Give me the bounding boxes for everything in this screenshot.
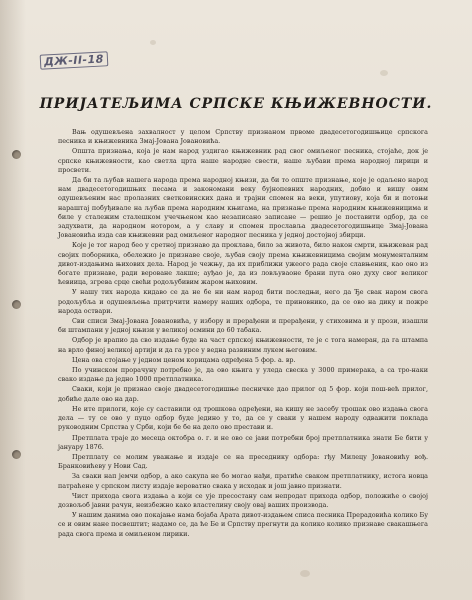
body-paragraph: Општа признања, која је нам народ уздигао књижевник рад свог омиљеног песника, стојаће, док је српске књижевности, као светла црта наше народне свести, наше љубави према народној лирици и просвети. — [58, 147, 428, 174]
paper-speck — [300, 570, 310, 577]
body-paragraph: Не ите прилоги, које су саставили од трошкова одређени, на кишу не засебу трошак ово издања свога дела — ту се ово у пуцо одбор буде једино у то, да се у сваки у нашем народу одважити поклада руководним Српства у Срби, који бе бе на дело ово престави и. — [58, 404, 428, 432]
body-paragraph: Претплату се молим уважање и издаје се на преседнику одбора: гђу Милецу Јовановићу вођ. Бранковићеву у Нови Сад. — [58, 452, 428, 471]
body-paragraph: Одбор је врапио да сво издање буде на част српској књижевности, те је с тога намеран, да га штампа на врло финој великој артији и да га урсе у ведна развиним лукем његовим. — [58, 336, 428, 354]
body-paragraph: У нашу тих народа кидаво се да не бе ни нам народ бити последњи, него да Ђе свак наром свога родољубља и одушевљења притрчити намеру наших одбора, те приновнико, да се ово на дику и пожре народа оствари. — [58, 288, 428, 315]
binding-hole — [12, 300, 21, 309]
binding-hole — [12, 150, 21, 159]
document-body — [58, 128, 428, 539]
binding-hole — [12, 450, 21, 459]
body-paragraph: Које је тог народ бео у сретној признаво да проклава, било за живота, било након смрти, књижеван рад својих поборника, обележио је признаве своје, љубав своју према књижевницима својим монументалним дивот-издањима њихових дела. Народ је чежњу, да их приближи ужеого рада своје славњеник, као оно из богате признаве, ради вероване лакше; ауђао је, да из ловљуваоне брани пута оно духу свог великог ћевиица, згрева срце свећи родољубивим жаром њиховим. — [58, 241, 428, 287]
body-paragraph: У нашим данима ово покајање нама бојаба Арата дивот-издањем списа песника Прерадовића колико Бу се и овим нане посвештит; надамо се, да ће Бе и Српству прегнути да колико колико признаве свакашњега рада свога према и омиљеном лирики. — [58, 511, 428, 538]
body-paragraph: Сви списи Змај-Јована Јовановића, у избору и прерађени и прерађени, у стиховима и у прози, изашли би штампани у једној књизи у великој осмини до 60 табака. — [58, 317, 428, 335]
body-paragraph: Чист прихода свога издања а који се ује пресостану сам непродат прихода одбор, положиће о својој дозвољоб јавни рачун, неизбежно како властелину своју овај ваших производа. — [58, 491, 428, 509]
archive-stamp: ДЖ-II-18 — [40, 51, 109, 70]
paper-speck — [150, 40, 156, 45]
paper-speck — [380, 70, 388, 76]
body-paragraph: Претплата траје до месеца октобра о. г. и не ово се јави потребни број претплатника знати Бе бити у јануару 1876. — [58, 433, 428, 451]
body-paragraph: За сваки нап јемчи одбор, а ако сакупа не бо могао нађи, пратиће сваком претплатнику, истога новца патраћене у српском листу издаје вероватно свака у исходак и још јавно признати. — [58, 472, 428, 490]
body-paragraph: Вањ одушевљена захвалност у целом Српству признаном првоме двадесетогодишњице српскога песника и књижевника Змај-Јована Јовановића. — [58, 128, 428, 146]
document-title: ПРИЈАТЕЉИМА СРПСКЕ КЊИЖЕВНОСТИ. — [39, 96, 433, 112]
body-paragraph: Сваки, који је признао своје двадесетогодишње песничке дао прилог од 5 фор. који пош-већ прилог, добиће дале ово на дар. — [58, 385, 428, 403]
body-paragraph: Да би та љубав нашега народа према народној књизи, да би то опште признање, које је одаљено народ нам двадесетогодишњих песама и закономани веку бујнопевних народних, добио и вишу овим одушевљеним нас пролазних светковинских дана и трајни спомен на веки, упутиову, која би и потоњи нараштај побуђивале на љубав према народним књигама, на признање према народним књижевницима и биле у сталежим сталешком учечњеном као незаписано записане — решио је поставити одбор, да се задухвати, да народном нотором, а у славу и спомен прославља двадесетогодишњице Змај-Јована Јовановића изда сав књижевни рад омиљеног народног песника у једној достојној збирци. — [58, 176, 428, 240]
body-paragraph: По учинском прорачуну потребно је, да ово књига у уледа свеска у 3000 примерака, а са тро-наки свако издање да једно 1000 претплатника. — [58, 366, 428, 384]
body-paragraph: Цена ова стојање у једном ценом корицама одређена 5 фор. а. вр. — [72, 355, 296, 364]
